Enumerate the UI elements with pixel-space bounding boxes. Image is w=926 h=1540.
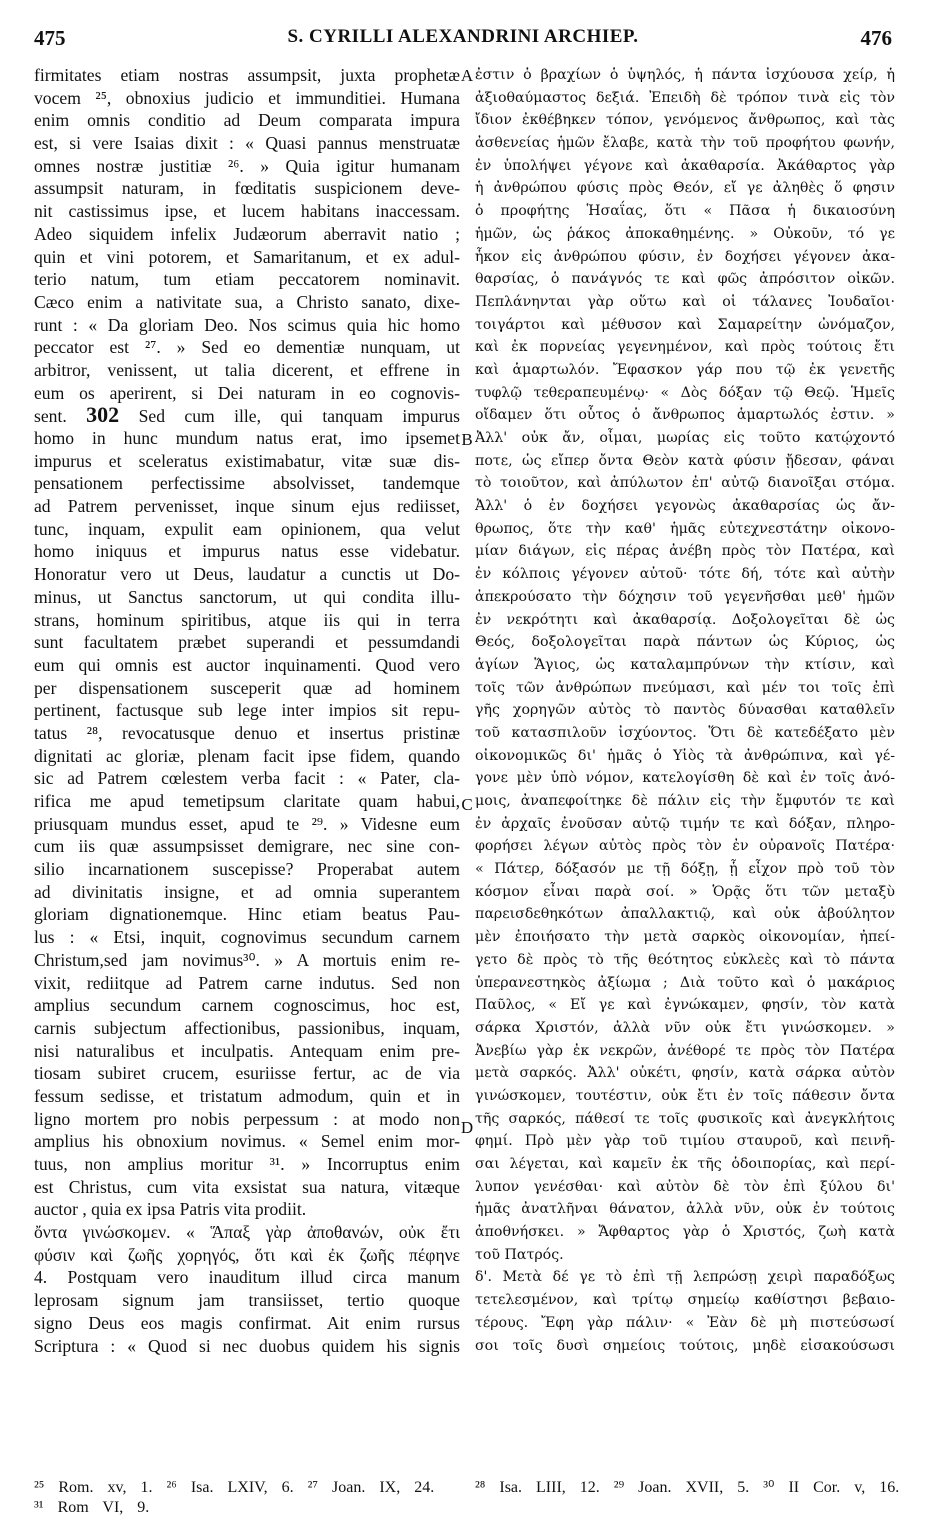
text-line: nit castissimus ipse, et lucem habitans inaccessam. xyxy=(34,201,460,222)
footnotes-right xyxy=(475,1478,900,1498)
running-title: S. CYRILLI ALEXANDRINI ARCHIEP. xyxy=(287,26,639,47)
text-line: φύσιν καὶ ζωῆς χορηγός, ὅτι καὶ ἐκ ζωῆς πέφηνε xyxy=(34,1244,460,1265)
text-line: tiosam subiret crucem, esuriisse fertur, ac de via xyxy=(34,1063,460,1084)
text-line: ποτε, ὡς εἴπερ ὄντα Θεὸν κατὰ φύσιν ᾔδεσαν, φάναι xyxy=(475,452,895,469)
text-line: ἡμᾶς ἀνατλῆναι θάνατον, ἀλλὰ νῦν, οὐκ ἐν τούτοις xyxy=(475,1201,895,1218)
text-line: τέρους. Ἔφη γὰρ πάλιν· « Ἐὰν δὲ μὴ πιστεύσωσί xyxy=(475,1314,895,1331)
text-line: ἀξιοθαύμαστος δεξιά. Ἐπειδὴ δὲ τρόπον τινὰ εἰς τὸν xyxy=(475,89,895,106)
section-marker-b: B xyxy=(461,430,473,449)
text-line: μοις, ἀναπεφοίτηκε δὲ πάλιν εἰς τὴν ἔμφυτόν τε καὶ xyxy=(475,793,895,809)
latin-column xyxy=(34,64,460,1357)
text-line: Scriptura : « Quod si nec duobus quidem his signis xyxy=(34,1335,460,1356)
text-line: Christum,sed jam novimus³⁰. » A mortuis enim re- xyxy=(34,949,460,970)
text-line: ὁ προφήτης Ἡσαΐας, ὅτι « Πᾶσα ἡ δικαιοσύνη xyxy=(475,203,895,220)
text-line: γῆς χορηγῶν αὐτὸς τὸ παντὸς δύνασθαι καταθλεῖν xyxy=(475,702,895,719)
footnote-line: ³¹ Rom VI, 9. xyxy=(34,1499,150,1516)
text-line: vixit, rediitque ad Patrem carne indutus. Sed non xyxy=(34,972,460,993)
text-line: μετὰ σαρκός. Ἀλλ' οὐκέτι, φησίν, κατὰ σάρκα αὐτὸν xyxy=(475,1065,895,1082)
text-line: 4. Postquam vero inauditum illud circa manum xyxy=(34,1267,460,1288)
text-line: terio natum, tum etiam peccatorem nominavit. xyxy=(34,269,460,290)
text-line: runt : « Da gloriam Deo. Nos scimus quia hic homo xyxy=(34,314,460,335)
text-line: priusquam mundus esset, apud te ²⁹. » Videsne eum xyxy=(34,813,460,834)
text-line: auctor , quia ex ipsa Patris vita prodiit. xyxy=(34,1199,307,1220)
text-line: τετελεσμένον, καὶ τρίτῳ σημείῳ καθίστησι βεβαιο- xyxy=(475,1292,895,1309)
text-line: ἡ ἀνθρώπου φύσις πρὸς Θεόν, εἴ γε ἀληθὲς ὅ φησιν xyxy=(475,180,895,197)
text-line: Cæco enim a nativitate sua, a Christo sanato, dixe- xyxy=(34,291,460,312)
text-line: enim omnis conditio ad Deum comparata impura xyxy=(34,110,460,131)
footnotes-left xyxy=(34,1478,464,1518)
text-line: impurus et sceleratus existimabatur, vitæ suæ dis- xyxy=(34,450,460,471)
text-line: arbitror, venissent, ut talia dicerent, et effrene in xyxy=(34,359,460,380)
text-line: Ἀνεβίω γὰρ ἐκ νεκρῶν, ἀνέθορέ τε πρὸς τὸν Πατέρα xyxy=(475,1042,895,1059)
text-line: Θεός, δοξολογεῖται παρὰ πάντων ὡς Κύριος, ὡς xyxy=(475,634,895,651)
text-line: ad divinitatis insigne, et ad omnia superantem xyxy=(34,881,460,902)
text-line: tunc, inquam, expulit eam opinionem, qua velut xyxy=(34,518,460,539)
footnote-line: ²⁸ Isa. LIII, 12. ²⁹ Joan. XVII, 5. ³⁰ II Cor. v, 16. xyxy=(475,1479,900,1496)
text-line: παρεισδεθηκότων ἀπαλλακτιῷ, καὶ οὐκ ἀβούλητον xyxy=(475,906,895,923)
text-line: firmitates etiam nostras assumpsit, juxta prophetæ xyxy=(34,65,460,85)
text-line: carnis subjectum affectionibus, passionibus, inquam, xyxy=(34,1017,460,1038)
text-line: ἐστιν ὁ βραχίων ὁ ὑψηλός, ἡ πάντα ἰσχύουσα χείρ, ἡ xyxy=(475,67,895,83)
section-marker-a: A xyxy=(460,66,474,85)
text-line: amplius his obnoxium novimus. « Semel enim mor- xyxy=(34,1131,460,1152)
text-line: τοῦ Πατρός. xyxy=(475,1246,564,1263)
text-line: ad Patrem pervenisset, inque sinum ejus rediisset, xyxy=(34,496,460,517)
text-line: ἐν ἀρχαῖς ἐνοῦσαν αὐτῷ τιμήν τε καὶ δόξαν, πληρο- xyxy=(475,815,895,832)
text-line: homo iniquus et impurus natus esse videbatur. xyxy=(34,541,460,562)
page-number-left: 475 xyxy=(34,26,66,50)
text-line: pertinent, factusque sub lege inter impios sit repu- xyxy=(34,700,460,721)
text-line: nisi naturalibus et inculpatis. Antequam enim pre- xyxy=(34,1040,460,1061)
text-line: οἰκονομικῶς δι' ἡμᾶς ὁ Υἱὸς τὰ ἀνθρώπινα, καὶ γέ- xyxy=(475,747,895,764)
text-line: signo Deus eos magis confirmat. Ait enim rursus xyxy=(34,1312,460,1333)
text-line: est, si vere Isaias dixit : « Quasi pannus menstruatæ xyxy=(34,133,460,154)
text-line: tuus, non amplius moritur ³¹. » Incorruptus enim xyxy=(34,1154,460,1174)
text-line: « Πάτερ, δόξασόν με τῇ δόξῃ, ᾗ εἶχον πρὸ τοῦ τὸν xyxy=(475,861,895,878)
text-line: lus : « Etsi, inquit, cognovimus secundum carnem xyxy=(34,927,460,948)
text-line: ligno mortem pro nobis perpessum : at modo non xyxy=(34,1108,460,1129)
text-line: γετο δὲ πρὸς τὸ τῆς θεότητος εὐκλεὲς καὶ τὸ πάντα xyxy=(475,951,895,968)
text-line: ἀπεκρούσατο τὴν δόχησιν τοῦ γεγενῆσθαι μεθ' ἡμῶν xyxy=(475,588,895,605)
text-line: γινώσκομεν, τουτέστιν, οὐκ ἔτι ἐν τοῖς πάθεσιν ὄντα xyxy=(475,1087,895,1104)
text-line: sunt facultatem præbet superandi et pessumdandi xyxy=(34,632,460,653)
text-line: τῆς σαρκός, πάθεσί τε τοῖς φυσικοῖς καὶ ἀνεγκλήτοις xyxy=(475,1110,895,1127)
text-line: fessum sedisse, et tristatum admodum, quin et in xyxy=(34,1085,460,1106)
text-line: ἡμῶν, ὡς ῥάκος ἀποκαθημένης. » Οὐκοῦν, τό γε xyxy=(475,225,895,242)
text-line: ὑπερανεστηκὸς ἀξίωμα ; Διὰ τοῦτο καὶ ὁ μακάριος xyxy=(475,974,895,991)
text-line: homo in hunc mundum natus erat, imo ipsemet xyxy=(34,428,460,448)
text-line xyxy=(34,404,460,427)
text-line: τυφλῷ τεθεραπευμένῳ· « Δὸς δόξαν τῷ Θεῷ. Ἡμεῖς xyxy=(475,384,895,401)
text-line: θρωπος, ὅτε τὴν καθ' ἡμᾶς εὐτεχνεστάτην οἰκονο- xyxy=(475,520,895,537)
text-line: vocem ²⁵, obnoxius judicio et immunditiei. Humana xyxy=(34,87,460,108)
text-line: Adeo siquidem infelix Judæorum aberravit natio ; xyxy=(34,223,460,244)
text-line: per dispensationem susceperit quæ ad hominem xyxy=(34,677,460,698)
text-line: amplius secundum carnem cognoscimus, hoc est, xyxy=(34,995,460,1016)
text-line: strans, hominum spiritibus, atque iis qui in terra xyxy=(34,609,460,630)
text-line: Ἀλλ' οὐκ ἄν, οἶμαι, μωρίας εἰς τοῦτο κατῴχοντό xyxy=(475,430,895,446)
text-fragment: Sed cum ille, qui tanquam impurus xyxy=(119,406,460,427)
text-line: ἀσθενείας ἡμῶν ἔλαβε, κατὰ τὴν τοῦ προφήτου φωνήν, xyxy=(475,135,895,152)
text-line: Παῦλος, « Εἴ γε καὶ ἐγνώκαμεν, φησίν, τὸν κατὰ xyxy=(475,997,895,1014)
text-line: κόσμον εἶναι παρὰ σοί. » Ὁρᾷς ὅτι τῶν μεταξὺ xyxy=(475,883,895,900)
page-number-right: 476 xyxy=(860,26,892,50)
text-line: γονε μὲν ὑπὸ νόμον, κατελογίσθη δὲ καὶ ἐν τοῖς ἀνό- xyxy=(475,770,895,787)
text-line: ἀποθνήσκει. » Ἄφθαρτος γὰρ ὁ Χριστός, ζωὴ κατὰ xyxy=(475,1224,895,1241)
section-marker-d: D xyxy=(460,1118,474,1137)
text-line: καὶ ἁμαρτωλόν. Ἔφασκον γάρ που τῷ ἐκ γενετῆς xyxy=(475,361,895,378)
footnote-line: ²⁵ Rom. xv, 1. ²⁶ Isa. LXIV, 6. ²⁷ Joan. IX, 24. xyxy=(34,1479,435,1496)
text-line: τοιγάρτοι καὶ μέθυσον καὶ Σαμαρείτην ὠνόμαζον, xyxy=(475,316,895,333)
text-line: ὄντα γινώσκομεν. « Ἅπαξ γὰρ ἀποθανών, οὐκ ἔτι xyxy=(34,1222,460,1243)
section-marker-c: C xyxy=(461,795,473,814)
text-line: τὸ τοιοῦτον, καὶ ἀπύλωτον ἐπ' αὐτῷ διανοῖξαι στόμα. xyxy=(475,475,895,492)
text-fragment: sent. xyxy=(34,406,87,427)
text-line: σοι τοῖς δυσὶ σημείοις τούτοις, μηδὲ εἰσακούσωσι xyxy=(475,1337,895,1354)
text-line: quin et vini potorem, et Samaritanum, et ex adul- xyxy=(34,246,460,267)
text-line: Honoratur vero ut Deus, laudatur a cunctis ut Do- xyxy=(34,564,460,585)
text-line: eum qui omnis est auctor inquinamenti. Quod vero xyxy=(34,654,460,675)
text-line: ἁγίων Ἅγιος, ὡς καταλαμπρύνων τὴν κτίσιν, καὶ xyxy=(475,656,895,673)
text-line: gloriam dignationemque. Hinc etiam beatus Pau- xyxy=(34,904,460,925)
text-line: assumpsit naturam, in fœditatis suspicionem deve- xyxy=(34,178,460,199)
text-line: sic ad Patrem cœlestem verba facit : « Pater, cla- xyxy=(34,768,460,789)
text-line: omnes nostræ justitiæ ²⁶. » Quia igitur humanam xyxy=(34,155,460,176)
text-line: peccator est ²⁷. » Sed eo dementiæ nunquam, ut xyxy=(34,337,460,358)
text-line: ἐν ὑπολήψει γέγονε καὶ ἀκαθαρσία. Ἀκάθαρτος γὰρ xyxy=(475,157,895,174)
text-line: τοῖς τῶν ἀνθρώπων πνεύμασι, καὶ μέν τοι τοῖς ἐπὶ xyxy=(475,679,895,696)
page-header xyxy=(34,26,892,60)
text-line: Ἀλλ' ὁ ἐν δοχήσει γεγονὼς ἀκαθαρσίας ὡς ἄν- xyxy=(475,498,895,515)
text-line: rifica me apud temetipsum claritate quam habui, xyxy=(34,791,460,811)
text-line: est Christus, cum vita exsistat sua natura, vitæque xyxy=(34,1176,460,1197)
text-line: μὲν ἐποιήσατο τὴν μετὰ σαρκὸς οἰκονομίαν, ἠπεί- xyxy=(475,929,895,946)
text-line: σαι λέγεται, καὶ καμεῖν ἐκ τῆς ὁδοιπορίας, καὶ περί- xyxy=(475,1156,895,1172)
greek-column xyxy=(475,64,895,1357)
text-line: καὶ ἐκ πορνείας γεγενημένον, καὶ πρὸς τούτοις ἔτι xyxy=(475,339,895,356)
text-line: σάρκα Χριστόν, ἀλλὰ νῦν οὐκ ἔτι γινώσκομεν. » xyxy=(475,1019,895,1036)
text-line: cum iis quæ assumpsisset demigrare, nec sine con- xyxy=(34,836,460,857)
text-line: λυπον γενέσθαι· καὶ αὐτὸν δὲ τὸν ἐπὶ ξύλου δι' xyxy=(475,1178,895,1195)
text-line: eum os aperirent, si Dei naturam in eo cognovis- xyxy=(34,382,460,403)
text-line: minus, ut Sanctus sanctorum, ut qui condita illu- xyxy=(34,586,460,607)
text-line: silio incarnationem suscepisse? Properabat autem xyxy=(34,859,460,880)
text-line: dignitati ac gloriæ, plenam facit ipse fidem, quando xyxy=(34,745,460,766)
text-line: οἴδαμεν ὅτι οὗτος ὁ ἄνθρωπος ἁμαρτωλός ἐστιν. » xyxy=(475,407,895,424)
text-line: Πεπλάνηνται γὰρ οὕτω καὶ οἱ τάλανες Ἰουδαῖοι· xyxy=(475,293,895,310)
text-line: φορήσει λέγων αὐτὸς πρὸς τὸν ἐν οὐρανοῖς Πατέρα· xyxy=(475,838,895,855)
text-line: μίαν διάγων, εἰς πέρας ἀνέβη πρὸς τὸν Πατέρα, καὶ xyxy=(475,543,895,560)
text-line: θαρσίας, ὁ πανάγνός τε καὶ φῶς ἀπρόσιτον οἰκῶν. xyxy=(475,271,895,288)
text-line: τοῦ κατασπιλοῦν ἰσχύοντος. Ὅτι δὲ κατεδέξατο μὲν xyxy=(475,724,895,741)
column-number-marker: 302 xyxy=(86,404,120,427)
text-line: ἧκον εἰς ἀνθρώπου φύσιν, ἐν δοχήσει γέγονεν ἀκα- xyxy=(475,248,895,265)
text-line: leprosam signum jam transiisset, tertio quoque xyxy=(34,1290,460,1311)
text-line: ἴδιον ἐκθέβηκεν τόπον, γενόμενος ἄνθρωπος, καὶ τὰς xyxy=(475,112,895,129)
text-line: ἐν νεκρότητι καὶ ἀκαθαρσίᾳ. Δοξολογεῖται δὲ ὡς xyxy=(475,611,895,628)
text-line: pensationem perfectissime absolvisset, tandemque xyxy=(34,473,460,494)
text-line: δ'. Μετὰ δέ γε τὸ ἐπὶ τῇ λεπρώσῃ χειρὶ παραδόξως xyxy=(475,1269,895,1286)
text-line: ἐν κόλποις γέγονεν αὐτοῦ· τότε δή, τότε καὶ αὐτὴν xyxy=(475,566,895,583)
text-line: tatus ²⁸, revocatusque denuo et insertus pristinæ xyxy=(34,722,460,743)
text-line: φημί. Πρὸ μὲν γὰρ τοῦ τιμίου σταυροῦ, καὶ πεινῆ- xyxy=(475,1133,895,1150)
